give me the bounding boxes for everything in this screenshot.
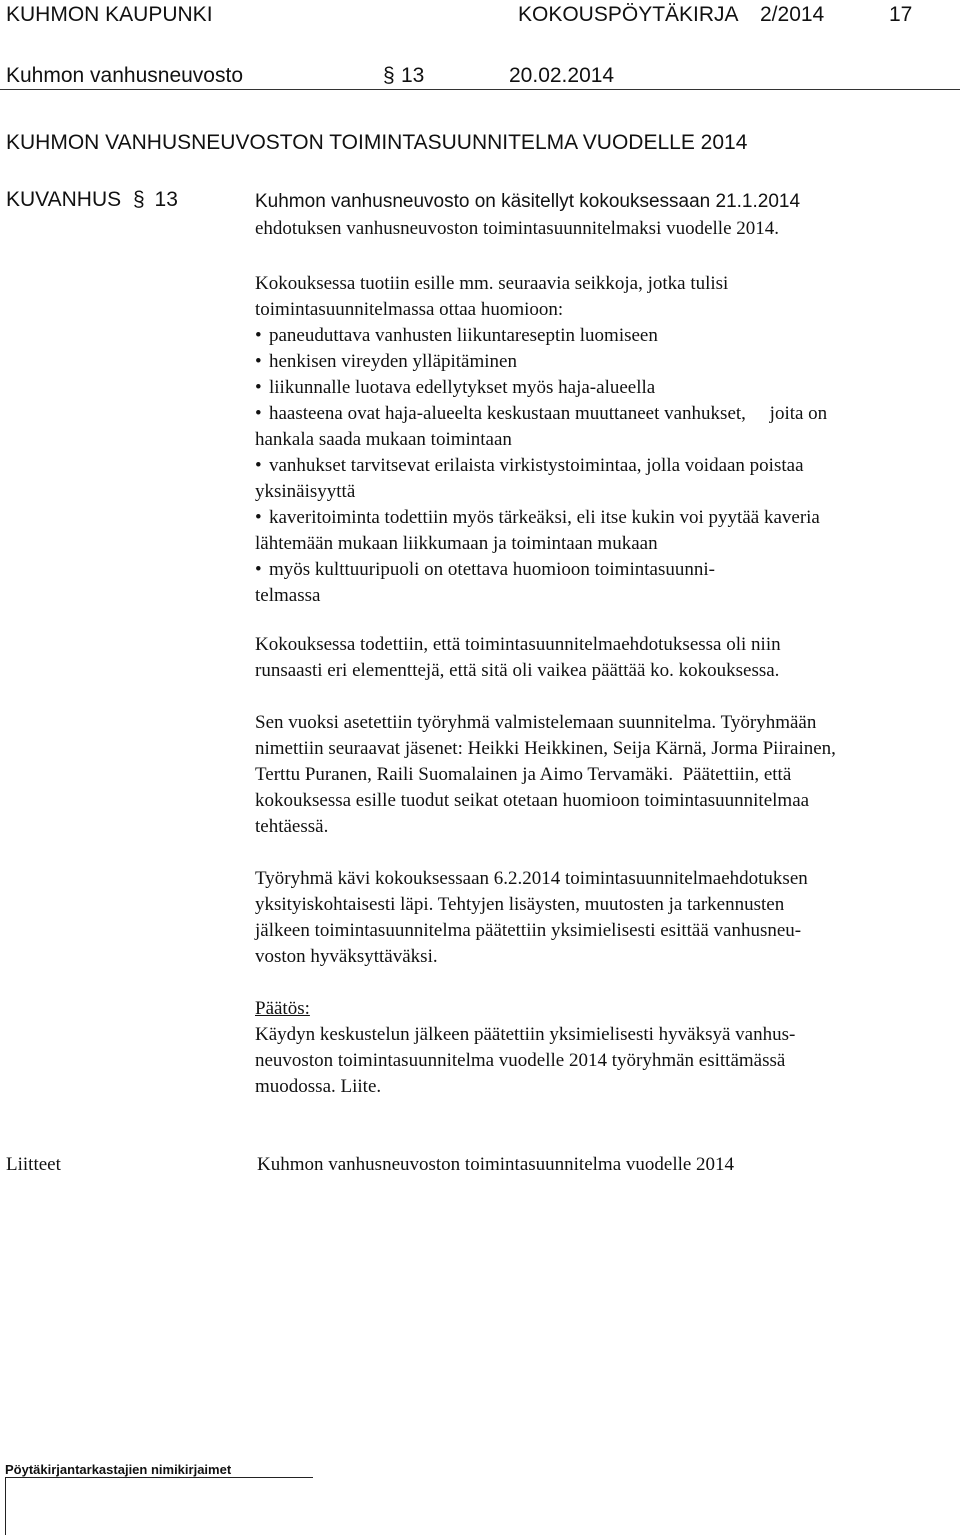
list-item [255,375,945,401]
section-intro-line-2: ehdotuksen vanhusneuvoston toimintasuunnitelmaksi vuodelle 2014. [255,218,780,239]
attachments-label: Liitteet [6,1154,61,1175]
list-item [255,505,945,557]
paragraph-line: voston hyväksyttäväksi. [255,946,438,967]
paragraph-line: Terttu Puranen, Raili Suomalainen ja Aimo Tervamäki. Päätettiin, että [255,764,792,785]
bullet-icon: • [255,377,262,398]
paragraph-line: Työryhmä kävi kokouksessaan 6.2.2014 toimintasuunnitelmaehdotuksen [255,868,808,889]
bullet-icon: • [255,325,262,346]
paragraph-working-group [255,710,945,840]
bullet-icon: • [255,351,262,372]
bullet-text: vanhukset tarvitsevat erilaista virkistystoimintaa, jolla voidaan poistaa [269,455,804,476]
paragraph-group-review [255,866,945,970]
decision-line: muodossa. Liite. [255,1076,382,1097]
section-intro-line-1: Kuhmon vanhusneuvosto on käsitellyt kokouksessaan 21.1.2014 [255,191,801,212]
bullet-icon: • [255,455,262,476]
paragraph-line: jälkeen toimintasuunnitelma päätettiin yksimielisesti esittää vanhusneu- [255,920,802,941]
list-item [255,453,945,505]
section-sign: § [383,64,395,87]
signature-line [5,1477,313,1478]
bullet-text: liikunnalle luotava edellytykset myös haja-alueella [269,377,656,398]
municipality-name: KUHMON KAUPUNKI [6,3,213,26]
section-code-number: 13 [154,188,178,211]
bullet-continuation: yksinäisyyttä [255,481,356,502]
list-item [255,401,945,453]
paragraph-line: Sen vuoksi asetettiin työryhmä valmistelemaan suunnitelma. Työryhmään [255,712,817,733]
signature-box-edge [5,1477,6,1535]
paragraph-line: runsaasti eri elementtejä, että sitä oli vaikea päättää ko. kokouksessa. [255,660,780,681]
paragraph-line: kokouksessa esille tuodut seikat otetaan huomioon toimintasuunnitelmaa [255,790,810,811]
document-type: KOKOUSPÖYTÄKIRJA [518,3,739,26]
paragraph-line: yksityiskohtaisesti läpi. Tehtyjen lisäysten, muutosten ja tarkennusten [255,894,785,915]
list-item [255,349,945,375]
section-code [6,188,178,212]
decision-label: Päätös: [255,998,310,1019]
raised-line-1: Kokouksessa tuotiin esille mm. seuraavia seikkoja, jotka tulisi [255,273,729,294]
bullet-icon: • [255,507,262,528]
bullet-continuation: lähtemään mukaan liikkumaan ja toimintaan mukaan [255,533,658,554]
bullet-text: myös kulttuuripuoli on otettava huomioon toimintasuunni- [269,559,715,580]
body-name: Kuhmon vanhusneuvosto [6,64,243,87]
section-code-sign: § [132,188,145,211]
paragraph-line: tehtäessä. [255,816,329,837]
bullet-continuation: telmassa [255,585,321,606]
document-number: 2/2014 [760,3,825,26]
list-item [255,557,945,609]
decision-block [255,996,945,1100]
attachments-value: Kuhmon vanhusneuvoston toimintasuunnitelma vuodelle 2014 [257,1154,735,1175]
bullet-continuation: hankala saada mukaan toimintaan [255,429,512,450]
decision-line: Käydyn keskustelun jälkeen päätettiin yksimielisesti hyväksyä vanhus- [255,1024,796,1045]
bullet-icon: • [255,559,262,580]
paragraph-line: nimettiin seuraavat jäsenet: Heikki Heikkinen, Seija Kärnä, Jorma Piirainen, [255,738,836,759]
bullet-text: haasteena ovat haja-alueelta keskustaan muuttaneet vanhukset, joita on [269,403,828,424]
section-code-text: KUVANHUS [6,188,122,211]
bullet-text: henkisen vireyden ylläpitäminen [269,351,517,372]
bullet-list [255,323,945,609]
section-number: 13 [401,64,425,87]
bullet-text: kaveritoiminta todettiin myös tärkeäksi, eli itse kukin voi pyytää kaveria [269,507,820,528]
paragraph-line: Kokouksessa todettiin, että toimintasuunnitelmaehdotuksessa oli niin [255,634,781,655]
signature-label: Pöytäkirjantarkastajien nimikirjaimet [5,1462,232,1477]
decision-line: neuvoston toimintasuunnitelma vuodelle 2014 työryhmän esittämässä [255,1050,786,1071]
header-rule [0,89,960,90]
raised-items-block [255,271,945,609]
list-item [255,323,945,349]
bullet-icon: • [255,403,262,424]
page-title: KUHMON VANHUSNEUVOSTON TOIMINTASUUNNITELMA VUODELLE 2014 [6,131,748,154]
meeting-date: 20.02.2014 [509,64,615,87]
raised-line-2: toimintasuunnitelmassa ottaa huomioon: [255,299,564,320]
bullet-text: paneuduttava vanhusten liikuntareseptin luomiseen [269,325,658,346]
page-number: 17 [889,3,913,26]
paragraph-meeting-notes [255,632,945,684]
